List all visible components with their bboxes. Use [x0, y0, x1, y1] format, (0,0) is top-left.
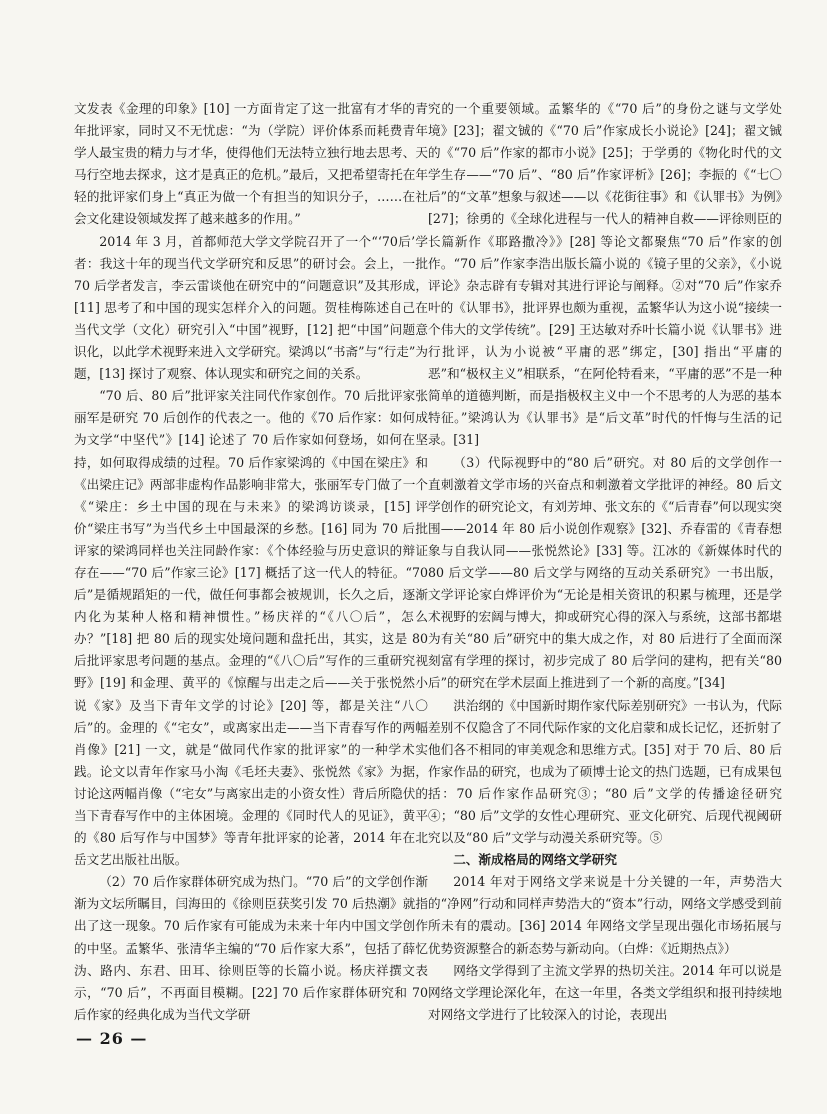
page-number: — 26 —: [76, 1029, 148, 1048]
body-paragraph: “70 后、80 后”批评家关注同代作家创作。70 后批评家张丽军是研究 70 后创作的代表之一。他的《70 后作家：如何成为文学“中坚代”》[14] 论述了 70 后作家如何登场，如何在坚持，如何取得成绩的过程。70 后作家梁鸿的《中国在梁庄》和《出梁庄记》两部非虚构作品影响非常大，张丽军专门做了一个《“梁庄：乡土中国的现在与未来》的梁鸿访谈录，[15] 评价“梁庄书写”为当代乡土中国最深的乡愁。[16] 同为 70 后批评家的梁鸿同样也关注同龄作家：《个体经验与历史意识的辩证存在——“70 后”作家三论》[17] 概括了这一代人的特征。“70 后”是循规蹈矩的一代，做任何事都会被规训，长久之后，逐渐内化为某种人格和精神惯性。”杨庆祥的“《八〇后”，怎么办？”[18] 把 80 后的现实处境问题和盘托出，其实，这是 80 后批评家思考问题的基点。金理的“《八〇后”写作的三重研究视野》[19] 和金理、黄平的《惊醒与出走之后——关于张悦然小说《家》及当下青年文学的讨论》[20] 等，都是关注“八〇后”的。金理的《“宅女”，或离家出走——当下青春写作的两幅肖像》[21] 一文，就是“做同代作家的批评家”的一种学术实践。论文以青年作家马小淘《毛坯夫妻》、张悦然《家》为据，讨论这两幅肖像（“宅女”与离家出走的小资女性）背后所隐伏的当下青春写作中的主体困境。金理的《同时代人的见证》，黄平的《80 后写作与中国梦》等青年批评家的论著，2014 年在北岳文艺出版社出版。: [74, 388, 428, 868]
body-paragraph: 洪治纲的《中国新时期作家代际差别研究》一书认为，代际差别不仅隐含了不同代际作家的文化启蒙和成长记忆，还折射了他们各不相同的审美观念和思维方式。[35] 对于 70 后、80 后作家作品的研究，也成为了硕博士论文的热门选题，已有成果包括：70 后作家作品研究③；“80 后”文学的传播途径研究④；“80 后”文学的女性心理研究、亚文化研究、后现代视阈研究以及“80 后”文学与动漫关系研究等。⑤: [428, 697, 782, 846]
body-paragraph: 网络文学得到了主流文学界的热切关注。2014 年可以说是网络文学理论深化年，在这一年里，各类文学组织和报刊持续地对网络文学进行了比较深入的讨论，表现出: [428, 962, 782, 1022]
left-column: [74, 98, 428, 1026]
body-paragraph: 文发表《金理的印象》[10] 一方面肯定了这一批富有才华的青年批评家，同时又不无忧虑：“为（学院）评价体系而耗费青年学人最宝贵的精力与才华，使得他们无法特立独行地去思考、天马行空地去探求，这才是真正的危机。”最后，又把希望寄托在年轻的批评家们身上“真正为做一个有担当的知识分子，……在社会文化建设领域发挥了越来越多的作用。”: [74, 101, 428, 227]
body-paragraph: 2014 年 3 月，首都师范大学文学院召开了一个“‘70后’学者：我这十年的现当代文学研究和反思”的研讨会。会上，一批 70 后学者发言，李云雷谈他在研究中的“问题意识”及其形成，[11] 思考了和中国的现实怎样介入的问题。贺桂梅陈述自己在当代文学（文化）研究引入“中国”视野，[12] 把“中国”问题意识化，以此学术视野来进入文学研究。梁鸿以“书斋”与“行走”为题，[13] 探讨了观察、体认现实和研究之间的关系。: [74, 233, 428, 382]
body-paragraph: 2014 年对于网络文学来说是十分关键的一年，声势浩大的“净网”行动和同样声势浩大的“资本”行动，网络文学感受到前所未有的震动。[36] 2014 年网络文学呈现出强化市场拓展与优势资源整合的新态势与新动向。（白烨：《近期热点》）: [428, 874, 782, 956]
right-column: [428, 98, 782, 1026]
body-paragraph: 究的一个重要领域。孟繁华的《“70 后”的身份之谜与文学处境》[23]；翟文铖的《“70 后”作家成长小说论》[24]；翟文铖的《“70 后”作家的都市小说》[25]；于学勇的《物化时代的文学生存——“70 后”、“80 后”作家评析》[26]；李振的《“七〇后”的“文革”想象与叙述——以《花街往事》和《认罪书》为例》[27]；徐勇的《全球化进程与一代人的精神自救——评徐则臣的长篇新作《耶路撒冷》》[28] 等论文都聚焦“70 后”作家的创作。“70 后”作家李浩出版长篇小说的《镜子里的父亲》，《小说评论》杂志辟有专辑对其进行评论与阐释。②对“70 后”作家乔叶的《认罪书》，批评界也颇为重视，孟繁华认为这小说“接续一个伟大的文学传统”。[29] 王达敏对乔叶长篇小说《认罪书》进行批评，认为小说被“平庸的恶”绑定，[30] 指出“平庸的恶”和“极权主义”相联系，“在阿伦特看来，“平庸的恶”不是一种简单的道德判断，而是指极权主义中一个不思考的人为恶的基本特征。”梁鸿认为《认罪书》是“后文革”时代的忏悔与生活的记录。[31]: [428, 101, 782, 448]
section-heading: 二、渐成格局的网络文学研究: [453, 852, 617, 868]
body-paragraph: （3）代际视野中的“80 后”研究。对 80 后的文学创作一直刺激着文学市场的兴奋点和刺激着文学批评的神经。80 后文学创作的研究论文，有刘芳坤、张文东的《“后青春”何以现实突围——2014 年 80 后小说创作观察》[32]、乔春雷的《青春想象与自我认同——张悦然论》[33] 等。江冰的《新媒体时代的 80 后文学——80 后文学与网络的互动关系研究》一书出版，文学评论家白烨评价为“无论是相关资讯的积累与梳理，还是学术视野的宏阔与博大，抑或研究心得的深入与系统，这部书都堪为有关“80 后”研究中的集大成之作，对 80 后进行了全面而深刻富有学理的探讨，初步完成了 80 后学问的建构，把有关“80 后”的研究在学术层面上推进到了一个新的高度。”[34]: [428, 454, 782, 691]
body-paragraph: （2）70 后作家群体研究成为热门。“70 后”的文学创作渐渐为文坛所瞩目，闫海田的《徐则臣获奖引发 70 后热潮》就指出了这一现象。70 后作家有可能成为未来十年内中国文学创作的中坚。孟繁华、张清华主编的“70 后作家大系”，包括了薛忆沩、路内、东君、田耳、徐则臣等的长篇小说。杨庆祥撰文表示，“70 后”，不再面目模糊。[22] 70 后作家群体研究和 70 后作家的经典化成为当代文学研: [74, 874, 428, 1022]
